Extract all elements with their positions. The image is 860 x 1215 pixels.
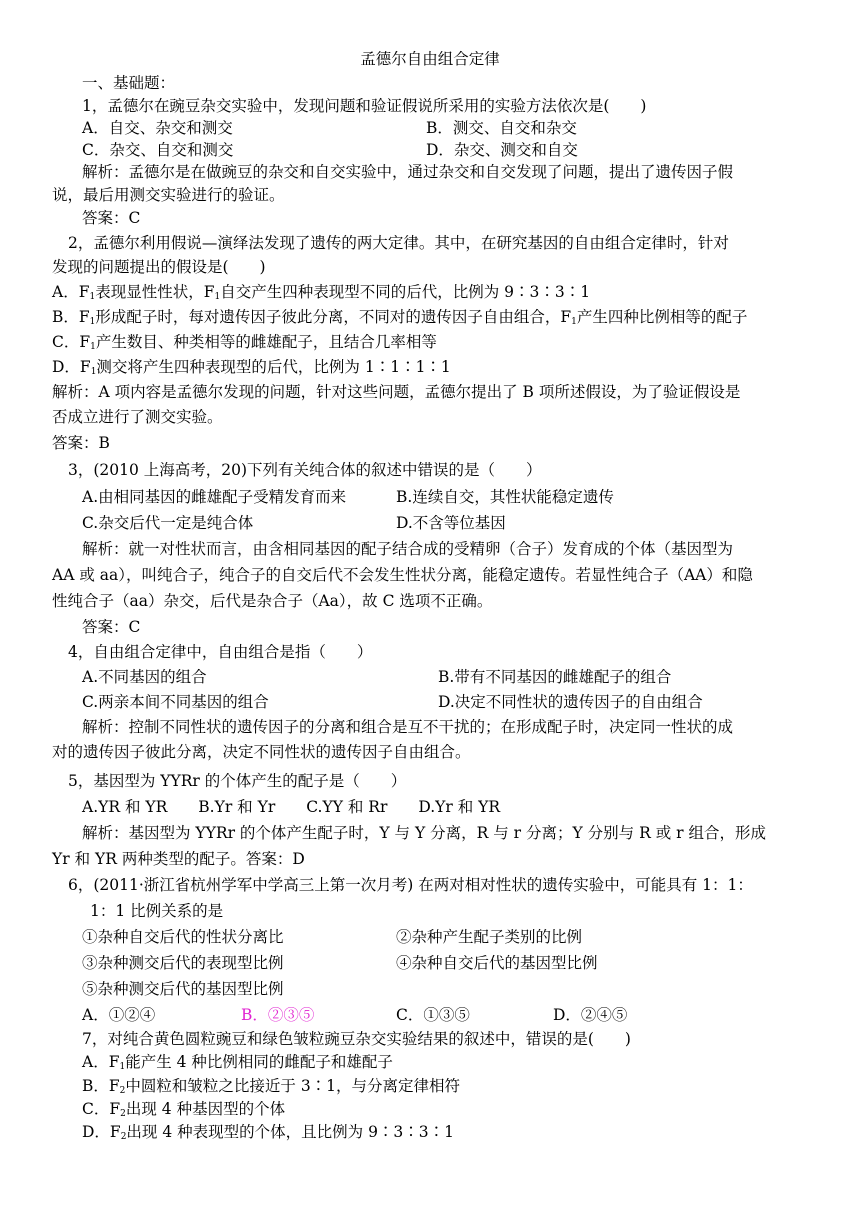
option-b-prefix: B．F	[82, 1077, 120, 1095]
question-3-explanation-cont: AA 或 aa），叫纯合子，纯合子的自交后代不会发生性状分离，能稳定遗传。若显性纯合子（AA）和隐	[52, 566, 753, 584]
option-b-text-cont: 产生四种比例相等的配子	[576, 308, 748, 326]
subscript: 2	[120, 1132, 127, 1142]
subscript: 1	[90, 342, 96, 352]
question-6-item-2: ②杂种产生配子类别的比例	[396, 928, 583, 946]
question-6-stem: 6，(2011·浙江省杭州学军中学高三上第一次月考) 在两对相对性状的遗传实验中，可能具有 1：1：	[68, 876, 753, 894]
subscript: 1	[571, 317, 577, 327]
page-title: 孟德尔自由组合定律	[360, 50, 500, 68]
subscript: 1	[89, 317, 96, 327]
question-4-option-b: B.带有不同基因的雌雄配子的组合	[438, 668, 672, 686]
question-3-explanation-cont-2: 性纯合子（aa）杂交，后代是杂合子（Aa），故 C 选项不正确。	[52, 592, 493, 610]
question-2-option-d	[52, 356, 451, 383]
question-2-option-b	[52, 306, 747, 333]
question-1-option-c: C．杂交、自交和测交	[82, 141, 234, 159]
question-2-stem: 2，孟德尔利用假说—演绎法发现了遗传的两大定律。其中，在研究基因的自由组合定律时，针对	[68, 234, 729, 252]
option-c-prefix: C．F	[82, 1100, 121, 1118]
question-6-option-c: C．①③⑤	[396, 1006, 470, 1024]
question-3-option-d: D.不含等位基因	[396, 514, 506, 532]
question-1-explanation-cont: 说，最后用测交实验进行的验证。	[52, 186, 285, 204]
option-d-text: 测交将产生四种表现型的后代，比例为 1∶1∶1∶1	[96, 358, 451, 376]
question-2-stem-cont: 发现的问题提出的假设是( )	[52, 258, 266, 276]
subscript: 2	[119, 1086, 126, 1096]
question-4-option-a: A.不同基因的组合	[82, 668, 207, 686]
question-3-option-a: A.由相同基因的雌雄配子受精发育而来	[82, 488, 347, 506]
question-7-option-d	[82, 1121, 454, 1148]
question-5-explanation-cont: Yr 和 YR 两种类型的配子。答案：D	[52, 850, 305, 868]
question-2-explanation-cont: 否成立进行了测交实验。	[52, 408, 223, 426]
question-3-option-c: C.杂交后代一定是纯合体	[82, 514, 254, 532]
question-3-answer: 答案：C	[82, 618, 141, 636]
question-4-explanation-cont: 对的遗传因子彼此分离，决定不同性状的遗传因子自由组合。	[52, 743, 471, 761]
question-6-item-1: ①杂种自交后代的性状分离比	[82, 928, 284, 946]
question-4-option-d: D.决定不同性状的遗传因子的自由组合	[438, 693, 703, 711]
option-a-prefix: A．F	[52, 283, 90, 301]
question-6-item-5: ⑤杂种测交后代的基因型比例	[82, 980, 284, 998]
question-3-stem: 3，(2010 上海高考，20)下列有关纯合体的叙述中错误的是（ ）	[68, 461, 542, 479]
question-6-option-b: B．②③⑤	[241, 1006, 315, 1024]
section-heading: 一、基础题：	[82, 74, 176, 92]
subscript: 1	[119, 1062, 126, 1072]
question-4-stem: 4，自由组合定律中，自由组合是指（ ）	[68, 643, 373, 661]
subscript: 1	[90, 367, 97, 377]
option-b-text: 形成配子时，每对遗传因子彼此分离，不同对的遗传因子自由组合，F	[95, 308, 572, 326]
option-d-text: 出现 4 种表现型的个体，且比例为 9∶3∶3∶1	[126, 1123, 455, 1141]
option-d-prefix: D．F	[82, 1123, 121, 1141]
question-2-option-c	[52, 331, 437, 358]
option-a-text-cont: 自交产生四种表现型不同的后代，比例为 9∶3∶3∶1	[220, 283, 591, 301]
question-2-explanation: 解析：A 项内容是孟德尔发现的问题，针对这些问题，孟德尔提出了 B 项所述假设，为了验证假设是	[52, 383, 741, 401]
option-b-text: 中圆粒和皱粒之比接近于 3∶1，与分离定律相符	[125, 1077, 461, 1095]
question-1-answer: 答案：C	[82, 209, 141, 227]
question-1-option-b: B．测交、自交和杂交	[426, 119, 577, 137]
subscript: 2	[120, 1109, 126, 1119]
question-6-option-a: A．①②④	[82, 1006, 156, 1024]
question-1-explanation: 解析：孟德尔是在做豌豆的杂交和自交实验中，通过杂交和自交发现了问题，提出了遗传因子假	[82, 163, 734, 181]
question-5-options: A.YR 和 YR B.Yr 和 Yr C.YY 和 Rr D.Yr 和 YR	[82, 798, 501, 816]
subscript: 1	[89, 292, 96, 302]
question-1-option-d: D．杂交、测交和自交	[426, 141, 578, 159]
question-2-option-a	[52, 281, 590, 308]
option-d-prefix: D．F	[52, 358, 91, 376]
question-1-stem: 1，孟德尔在豌豆杂交实验中，发现问题和验证假说所采用的实验方法依次是( )	[82, 97, 647, 115]
option-c-text: 产生数目、种类相等的雌雄配子，且结合几率相等	[95, 333, 437, 351]
option-a-text: 能产生 4 种比例相同的雌配子和雄配子	[125, 1053, 393, 1071]
question-6-stem-cont: 1：1 比例关系的是	[90, 902, 224, 920]
question-3-option-b: B.连续自交，其性状能稳定遗传	[396, 488, 614, 506]
option-c-prefix: C．F	[52, 333, 91, 351]
question-4-option-c: C.两亲本间不同基因的组合	[82, 693, 269, 711]
question-2-answer: 答案：B	[52, 434, 110, 452]
option-a-prefix: A．F	[82, 1053, 120, 1071]
question-1-option-a: A．自交、杂交和测交	[82, 119, 233, 137]
question-4-explanation: 解析：控制不同性状的遗传因子的分离和组合是互不干扰的；在形成配子时，决定同一性状的成	[82, 718, 734, 736]
question-5-stem: 5，基因型为 YYRr 的个体产生的配子是（ ）	[68, 772, 407, 790]
question-6-item-4: ④杂种自交后代的基因型比例	[396, 954, 598, 972]
option-c-text: 出现 4 种基因型的个体	[125, 1100, 286, 1118]
subscript: 1	[214, 292, 221, 302]
option-b-prefix: B．F	[52, 308, 90, 326]
question-6-option-d: D．②④⑤	[553, 1006, 628, 1024]
question-7-stem: 7，对纯合黄色圆粒豌豆和绿色皱粒豌豆杂交实验结果的叙述中，错误的是( )	[82, 1030, 631, 1048]
question-6-item-3: ③杂种测交后代的表现型比例	[82, 954, 284, 972]
option-a-text: 表现显性性状，F	[95, 283, 215, 301]
question-5-explanation: 解析：基因型为 YYRr 的个体产生配子时，Y 与 Y 分离，R 与 r 分离；Y 分别与 R 或 r 组合，形成	[82, 824, 766, 842]
question-7-option-a	[82, 1051, 393, 1078]
question-3-explanation: 解析：就一对性状而言，由含相同基因的配子结合成的受精卵（合子）发育成的个体（基因型为	[82, 540, 734, 558]
